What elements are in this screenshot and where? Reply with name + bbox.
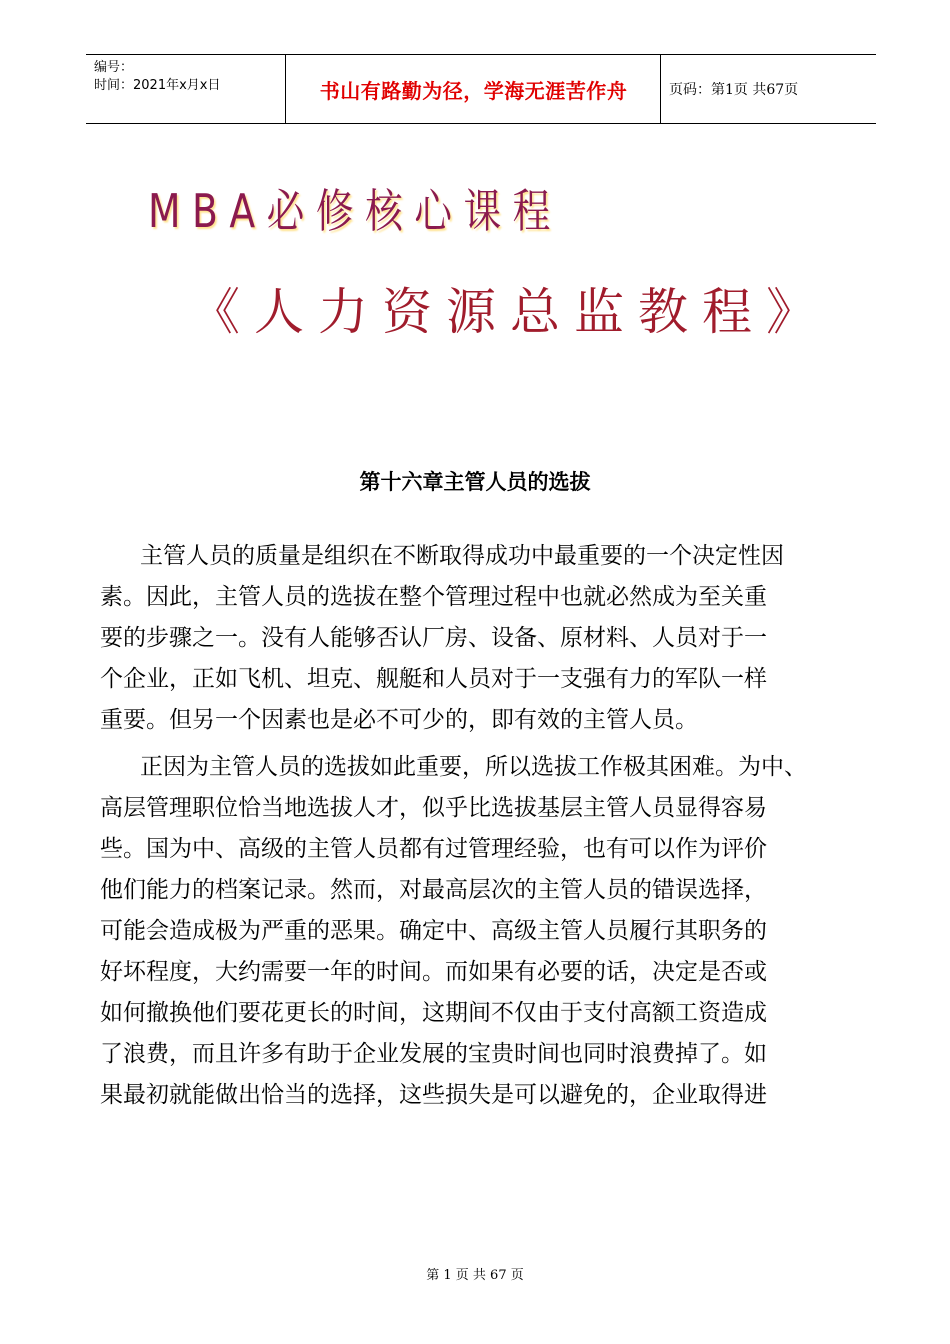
text-line: 可能会造成极为严重的恶果。确定中、高级主管人员履行其职务的 [100,918,767,944]
text-line: 主管人员的质量是组织在不断取得成功中最重要的一个决定性因 [140,543,784,569]
header-meta [86,55,286,123]
text-line: 高层管理职位恰当地选拔人才，似乎比选拔基层主管人员显得容易 [100,795,767,821]
body-text [100,536,860,1116]
text-line: 了浪费，而且许多有助于企业发展的宝贵时间也同时浪费掉了。如 [100,1041,767,1067]
text-line: 果最初就能做出恰当的选择，这些损失是可以避免的，企业取得进 [100,1082,767,1108]
text-line: 好坏程度，大约需要一年的时间。而如果有必要的话，决定是否或 [100,959,767,985]
text-line: 正因为主管人员的选拔如此重要，所以选拔工作极其困难。为中、 [140,754,807,780]
text-line: 如何撤换他们要花更长的时间，这期间不仅由于支付高额工资造成 [100,1000,767,1026]
text-line: 要的步骤之一。没有人能够否认厂房、设备、原材料、人员对于一 [100,625,767,651]
text-line: 他们能力的档案记录。然而，对最高层次的主管人员的错误选择， [100,877,767,903]
course-title: MBA必修核心课程 [148,184,562,238]
text-line: 重要。但另一个因素也是必不可少的，即有效的主管人员。 [100,707,698,733]
text-line: 素。因此，主管人员的选拔在整个管理过程中也就必然成为至关重 [100,584,767,610]
chapter-title: 第十六章主管人员的选拔 [359,469,591,494]
paragraph-2 [100,747,860,1116]
page-header [86,54,876,124]
text-line: 个企业，正如飞机、坦克、舰艇和人员对于一支强有力的军队一样 [100,666,767,692]
header-page-info: 页码：第1页 共67页 [669,82,799,98]
book-title: 《人力资源总监教程》 [190,283,830,341]
text-line: 些。国为中、高级的主管人员都有过管理经验，也有可以作为评价 [100,836,767,862]
time-label: 时间：2021年x月x日 [94,78,221,93]
number-label: 编号： [94,60,134,75]
header-motto: 书山有路勤为径，学海无涯苦作舟 [287,55,661,123]
paragraph-1 [100,536,860,741]
page-footer: 第 1 页 共 67 页 [426,1268,524,1283]
